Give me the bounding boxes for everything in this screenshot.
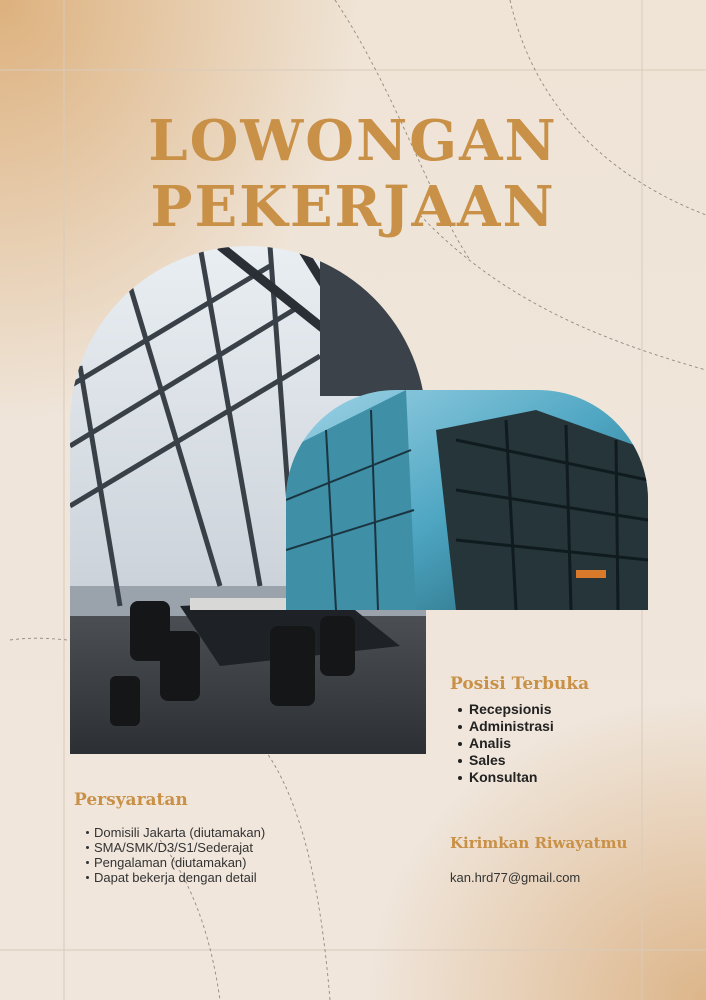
- position-label: Recepsionis: [469, 701, 552, 717]
- position-label: Administrasi: [469, 718, 554, 734]
- list-item: [458, 752, 554, 769]
- list-item: [458, 735, 554, 752]
- bullet-icon: [458, 742, 462, 746]
- open-positions-list: [458, 701, 554, 786]
- send-cv-heading: Kirimkan Riwayatmu: [450, 834, 628, 852]
- list-item: [86, 840, 265, 855]
- bullet-icon: [458, 776, 462, 780]
- requirements-heading: Persyaratan: [74, 790, 188, 810]
- list-item: [458, 769, 554, 786]
- title-line-2: PEKERJAAN: [150, 174, 556, 240]
- requirements-list: [86, 825, 265, 885]
- open-positions-heading: Posisi Terbuka: [450, 674, 590, 694]
- position-label: Sales: [469, 752, 506, 768]
- bullet-icon: [458, 708, 462, 712]
- list-item: [86, 870, 265, 885]
- bullet-icon: [86, 876, 89, 879]
- list-item: [86, 825, 265, 840]
- position-label: Analis: [469, 735, 512, 751]
- bullet-icon: [86, 831, 89, 834]
- list-item: [458, 701, 554, 718]
- requirement-label: Dapat bekerja dengan detail: [94, 870, 257, 885]
- list-item: [458, 718, 554, 735]
- bullet-icon: [86, 846, 89, 849]
- bullet-icon: [458, 759, 462, 763]
- glass-building-photo: [286, 390, 648, 610]
- bullet-icon: [458, 725, 462, 729]
- requirement-label: Pengalaman (diutamakan): [94, 855, 247, 870]
- requirement-label: SMA/SMK/D3/S1/Sederajat: [94, 840, 253, 855]
- list-item: [86, 855, 265, 870]
- contact-email[interactable]: kan.hrd77@gmail.com: [450, 870, 581, 885]
- requirement-label: Domisili Jakarta (diutamakan): [94, 825, 266, 840]
- position-label: Konsultan: [469, 769, 538, 785]
- bullet-icon: [86, 861, 89, 864]
- title-line-1: LOWONGAN: [148, 108, 558, 174]
